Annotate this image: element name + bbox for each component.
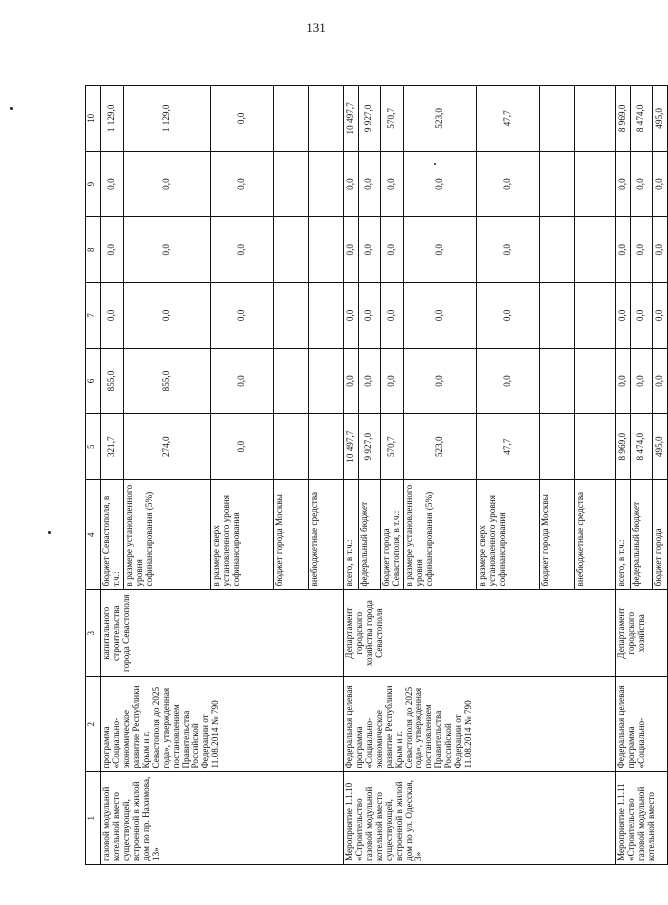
value-cell — [574, 414, 615, 480]
value-cell — [574, 151, 615, 217]
value-cell — [273, 414, 308, 480]
value-cell: 0,0 — [101, 283, 124, 349]
funding-source: всего, в т.ч.: — [615, 480, 630, 590]
value-cell — [308, 217, 343, 283]
value-cell: 0,0 — [615, 283, 630, 349]
funding-table — [85, 85, 668, 865]
value-cell — [273, 348, 308, 414]
value-cell — [273, 86, 308, 152]
value-cell: 1 129,0 — [123, 86, 210, 152]
value-cell: 0,0 — [630, 283, 652, 349]
value-cell: 0,0 — [358, 217, 380, 283]
funding-source: в размере установленного уровня софинансирования (5%) — [123, 480, 210, 590]
header-cell: 9 — [86, 151, 101, 217]
value-cell: 0,0 — [476, 217, 539, 283]
value-cell: 0,0 — [358, 283, 380, 349]
value-cell: 1 129,0 — [101, 86, 124, 152]
value-cell: 0,0 — [380, 348, 403, 414]
executor: Департамент городского хозяйства города Севастополя — [343, 590, 615, 677]
value-cell: 8 969,0 — [615, 414, 630, 480]
value-cell: 0,0 — [343, 151, 358, 217]
value-cell: 0,0 — [380, 217, 403, 283]
funding-source: бюджет города Москвы — [539, 480, 574, 590]
program-name: программа «Социально-экономическое развитие Республики Крым и г. Севастополя до 2025 года», утвержденная постановлением Правительства Российской Федерации от 11.08.2014 № 790 — [101, 676, 344, 772]
value-cell — [574, 283, 615, 349]
value-cell: 8 474,0 — [630, 86, 652, 152]
value-cell — [574, 86, 615, 152]
header-row — [86, 86, 101, 865]
value-cell: 9 927,0 — [358, 414, 380, 480]
value-cell: 0,0 — [210, 151, 273, 217]
value-cell: 0,0 — [343, 348, 358, 414]
funding-source: в размере сверх установленного уровня софинансирования — [476, 480, 539, 590]
funding-source: всего, в т.ч.: — [343, 480, 358, 590]
value-cell: 523,0 — [403, 86, 476, 152]
value-cell: 9 927,0 — [358, 86, 380, 152]
measure-name: Мероприятие 1.1.11 «Строительство газовой модульной котельной вместо — [615, 772, 667, 865]
value-cell — [273, 283, 308, 349]
value-cell: 0,0 — [615, 348, 630, 414]
value-cell: 495,0 — [652, 414, 667, 480]
value-cell: 0,0 — [358, 348, 380, 414]
value-cell — [539, 283, 574, 349]
value-cell: 0,0 — [403, 348, 476, 414]
value-cell: 855,0 — [123, 348, 210, 414]
funding-source: внебюджетные средства — [574, 480, 615, 590]
header-cell: 1 — [86, 772, 101, 865]
value-cell: 0,0 — [403, 151, 476, 217]
executor: капитального строительства города Севастополя — [101, 590, 344, 677]
header-cell: 5 — [86, 414, 101, 480]
value-cell: 0,0 — [343, 283, 358, 349]
value-cell: 0,0 — [403, 217, 476, 283]
value-cell: 570,7 — [380, 86, 403, 152]
value-cell: 0,0 — [210, 283, 273, 349]
value-cell — [273, 217, 308, 283]
value-cell: 8 474,0 — [630, 414, 652, 480]
rotated-table-container — [85, 85, 664, 865]
value-cell: 0,0 — [630, 151, 652, 217]
value-cell: 274,0 — [123, 414, 210, 480]
value-cell: 0,0 — [358, 151, 380, 217]
value-cell: 0,0 — [630, 348, 652, 414]
value-cell — [308, 86, 343, 152]
value-cell — [308, 283, 343, 349]
value-cell: 0,0 — [101, 217, 124, 283]
value-cell: 0,0 — [123, 283, 210, 349]
funding-source: бюджет Севастополя, в т.ч.: — [101, 480, 124, 590]
value-cell — [539, 414, 574, 480]
value-cell: 0,0 — [210, 414, 273, 480]
header-cell: 10 — [86, 86, 101, 152]
value-cell: 855,0 — [101, 348, 124, 414]
funding-source: бюджет города Севастополя, в т.ч.: — [380, 480, 403, 590]
value-cell — [539, 86, 574, 152]
value-cell — [539, 217, 574, 283]
value-cell: 47,7 — [476, 414, 539, 480]
value-cell: 10 497,7 — [343, 86, 358, 152]
value-cell: 570,7 — [380, 414, 403, 480]
value-cell: 0,0 — [615, 151, 630, 217]
funding-source: бюджет города — [652, 480, 667, 590]
funding-source: внебюджетные средства — [308, 480, 343, 590]
value-cell: 8 969,0 — [615, 86, 630, 152]
value-cell — [308, 151, 343, 217]
value-cell: 0,0 — [380, 283, 403, 349]
value-cell: 0,0 — [476, 348, 539, 414]
value-cell: 0,0 — [210, 348, 273, 414]
value-cell: 0,0 — [630, 217, 652, 283]
value-cell — [308, 348, 343, 414]
page-number: 131 — [306, 20, 326, 35]
program-name: Федеральная целевая программа «Социально- — [615, 676, 667, 772]
value-cell — [539, 151, 574, 217]
value-cell: 47,7 — [476, 86, 539, 152]
executor: Департамент городского хозяйства — [615, 590, 667, 677]
funding-source: федеральный бюджет — [358, 480, 380, 590]
header-cell: 4 — [86, 480, 101, 590]
value-cell: 0,0 — [380, 151, 403, 217]
funding-source: бюджет города Москвы — [273, 480, 308, 590]
header-cell: 3 — [86, 590, 101, 677]
header-cell: 2 — [86, 676, 101, 772]
value-cell — [539, 348, 574, 414]
table-row — [615, 86, 630, 865]
value-cell: 0,0 — [652, 283, 667, 349]
header-cell: 6 — [86, 348, 101, 414]
value-cell: 0,0 — [210, 217, 273, 283]
value-cell: 0,0 — [476, 151, 539, 217]
header-cell: 8 — [86, 217, 101, 283]
value-cell: 0,0 — [403, 283, 476, 349]
measure-name: Мероприятие 1.1.10 «Строительство газовой модульной котельной вместо существующей, встроенной в жилой дом по ул. Одесская, 3» — [343, 772, 615, 865]
table-row — [343, 86, 358, 865]
value-cell — [308, 414, 343, 480]
measure-name: газовой модульной котельной вместо существующей, встроенной в жилой дом по пр. Нахимова, 13» — [101, 772, 344, 865]
value-cell: 0,0 — [615, 217, 630, 283]
value-cell: 10 497,7 — [343, 414, 358, 480]
value-cell: 321,7 — [101, 414, 124, 480]
funding-source: в размере сверх установленного уровня софинансирования — [210, 480, 273, 590]
header-cell: 7 — [86, 283, 101, 349]
value-cell: 0,0 — [123, 151, 210, 217]
value-cell: 0,0 — [101, 151, 124, 217]
funding-source: в размере установленного уровня софинансирования (5%) — [403, 480, 476, 590]
value-cell — [273, 151, 308, 217]
value-cell: 0,0 — [123, 217, 210, 283]
value-cell — [574, 348, 615, 414]
value-cell: 0,0 — [343, 217, 358, 283]
value-cell: 0,0 — [652, 151, 667, 217]
scan-dot — [48, 531, 51, 534]
value-cell: 0,0 — [652, 217, 667, 283]
value-cell: 0,0 — [476, 283, 539, 349]
value-cell: 523,0 — [403, 414, 476, 480]
value-cell: 0,0 — [210, 86, 273, 152]
funding-source: федеральный бюджет — [630, 480, 652, 590]
scan-dot — [10, 107, 13, 110]
table-row — [101, 86, 124, 865]
value-cell: 0,0 — [652, 348, 667, 414]
program-name: Федеральная целевая программа «Социально-экономическое развитие Республики Крым и г. Севастополя до 2025 года», утвержденная постановлением Правительства Российской Федерации от 11.08.2014 № 790 — [343, 676, 615, 772]
value-cell — [574, 217, 615, 283]
value-cell: 495,0 — [652, 86, 667, 152]
